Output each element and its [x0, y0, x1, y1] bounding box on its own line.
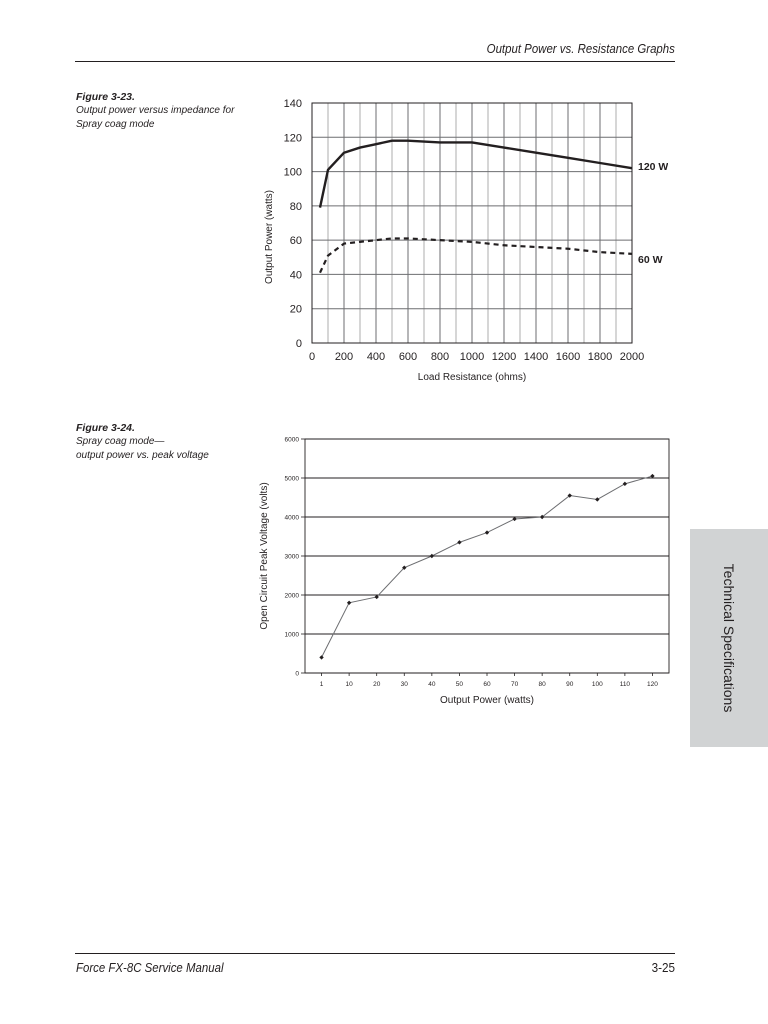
- x-tick-label: 100: [591, 681, 603, 688]
- figure-caption-text: Spray coag mode— output power vs. peak voltage: [76, 436, 209, 461]
- data-point-marker: [319, 655, 323, 659]
- x-tick-label: 40: [428, 681, 436, 688]
- y-tick-label: 0: [295, 338, 302, 350]
- data-point-marker: [623, 482, 627, 486]
- x-tick-label: 10: [345, 681, 353, 688]
- x-tick-label: 70: [510, 681, 519, 688]
- footer-page-number: 3-25: [651, 960, 675, 975]
- x-tick-label: 60: [483, 681, 491, 688]
- footer-rule: [75, 953, 675, 954]
- side-tab-label: Technical Specifications: [721, 563, 737, 713]
- x-tick-label: 1600: [555, 351, 581, 363]
- x-tick-label: 400: [366, 351, 386, 363]
- x-tick-label: 800: [430, 351, 450, 363]
- series-label: 120 W: [638, 161, 668, 174]
- y-tick-label: 4000: [284, 514, 299, 522]
- y-tick-label: 0: [295, 670, 299, 678]
- y-tick-label: 20: [289, 303, 302, 316]
- output-power-vs-resistance-chart: [258, 92, 668, 392]
- y-tick-label: 140: [283, 98, 302, 110]
- peak-voltage-vs-output-power-chart: [252, 430, 682, 715]
- x-axis-label: Output Power (watts): [440, 695, 534, 706]
- figure-number: Figure 3-24.: [76, 422, 135, 434]
- y-tick-label: 60: [289, 235, 302, 248]
- x-tick-label: 1: [319, 681, 324, 688]
- figure-3-23-caption: [76, 90, 266, 132]
- x-tick-label: 30: [400, 681, 408, 688]
- series-line: [322, 476, 653, 657]
- data-point-marker: [457, 540, 461, 544]
- y-tick-label: 100: [283, 166, 302, 179]
- figure-number: Figure 3-23.: [76, 91, 135, 103]
- y-tick-label: 120: [283, 132, 302, 145]
- x-tick-label: 120: [647, 681, 658, 688]
- series-line: [320, 141, 632, 208]
- x-tick-label: 80: [538, 681, 546, 688]
- y-tick-label: 80: [289, 200, 302, 213]
- y-axis-label: Output Power (watts): [264, 190, 275, 284]
- y-tick-label: 40: [289, 269, 302, 282]
- running-header: Output Power vs. Resistance Graphs: [486, 41, 675, 56]
- x-tick-label: 600: [398, 351, 418, 363]
- footer-manual-title: Force FX-8C Service Manual: [76, 960, 224, 975]
- y-tick-label: 6000: [284, 436, 299, 444]
- x-tick-label: 50: [455, 681, 464, 688]
- x-axis-label: Load Resistance (ohms): [417, 372, 527, 383]
- x-tick-label: 90: [566, 681, 574, 688]
- x-tick-label: 1800: [587, 351, 613, 363]
- x-tick-label: 110: [619, 681, 631, 688]
- y-tick-label: 5000: [284, 475, 299, 483]
- y-axis-label: Open Circuit Peak Voltage (volts): [259, 482, 270, 630]
- x-tick-label: 1400: [523, 351, 549, 363]
- figure-caption-text: Output power versus impedance for Spray coag mode: [76, 105, 235, 130]
- y-tick-label: 3000: [284, 553, 299, 561]
- x-tick-label: 20: [373, 681, 381, 688]
- figure-3-24-caption: [76, 421, 266, 463]
- data-point-marker: [347, 601, 351, 605]
- y-tick-label: 2000: [284, 592, 299, 600]
- header-rule: [75, 61, 675, 62]
- x-tick-label: 0: [308, 351, 316, 363]
- y-tick-label: 1000: [284, 631, 299, 639]
- data-point-marker: [595, 497, 599, 501]
- x-tick-label: 1000: [459, 351, 485, 363]
- section-side-tab: [690, 529, 768, 747]
- x-tick-label: 200: [334, 351, 354, 363]
- x-tick-label: 1200: [491, 351, 517, 363]
- series-label: 60 W: [638, 253, 663, 266]
- data-point-marker: [485, 530, 489, 534]
- series-line: [320, 238, 632, 272]
- x-tick-label: 2000: [619, 351, 645, 363]
- data-point-marker: [430, 554, 434, 558]
